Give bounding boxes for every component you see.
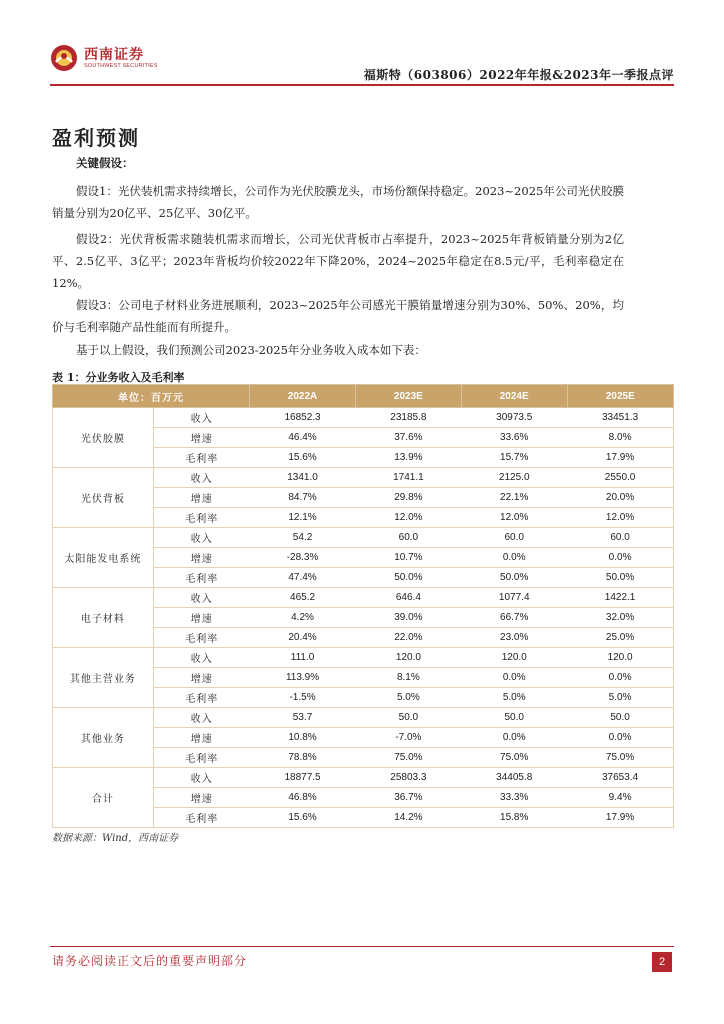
value-cell: 4.2%	[250, 608, 356, 628]
value-cell: 646.4	[355, 588, 461, 608]
value-cell: 9.4%	[567, 788, 673, 808]
value-cell: 53.7	[250, 708, 356, 728]
value-cell: 15.6%	[250, 808, 356, 828]
segment-name-cell: 合计	[53, 768, 154, 828]
metric-name-cell: 增速	[153, 788, 249, 808]
value-cell: 1077.4	[461, 588, 567, 608]
table-row	[53, 648, 674, 668]
value-cell: 1422.1	[567, 588, 673, 608]
value-cell: 15.7%	[461, 448, 567, 468]
report-title: 福斯特（603806）2022年年报&2023年一季报点评	[363, 68, 674, 82]
metric-name-cell: 收入	[153, 408, 249, 428]
metric-name-cell: 增速	[153, 728, 249, 748]
value-cell: 25803.3	[355, 768, 461, 788]
year-header: 2023E	[355, 385, 461, 408]
metric-name-cell: 收入	[153, 528, 249, 548]
logo-english-text: SOUTHWEST SECURITIES	[84, 63, 158, 69]
value-cell: 12.0%	[355, 508, 461, 528]
footer-divider	[50, 946, 674, 947]
metric-name-cell: 收入	[153, 648, 249, 668]
value-cell: 60.0	[355, 528, 461, 548]
value-cell: 15.8%	[461, 808, 567, 828]
value-cell: 16852.3	[250, 408, 356, 428]
page-number: 2	[652, 952, 672, 972]
segment-name-cell: 太阳能发电系统	[53, 528, 154, 588]
value-cell: 1741.1	[355, 468, 461, 488]
value-cell: 25.0%	[567, 628, 673, 648]
forecast-intro-paragraph: 基于以上假设，我们预测公司2023-2025年分业务收入成本如下表：	[76, 343, 426, 357]
value-cell: 84.7%	[250, 488, 356, 508]
value-cell: 22.0%	[355, 628, 461, 648]
key-assumptions-heading: 关键假设：	[76, 156, 134, 170]
data-source-note: 数据来源：Wind，西南证券	[52, 833, 179, 844]
value-cell: 14.2%	[355, 808, 461, 828]
metric-name-cell: 增速	[153, 548, 249, 568]
page-header	[50, 38, 674, 88]
table-row	[53, 528, 674, 548]
value-cell: 5.0%	[355, 688, 461, 708]
logo-chinese-text: 西南证券	[84, 47, 144, 63]
segment-name-cell: 电子材料	[53, 588, 154, 648]
table-row	[53, 768, 674, 788]
value-cell: 78.8%	[250, 748, 356, 768]
value-cell: 37.6%	[355, 428, 461, 448]
value-cell: 10.7%	[355, 548, 461, 568]
value-cell: 36.7%	[355, 788, 461, 808]
year-header: 2024E	[461, 385, 567, 408]
value-cell: 0.0%	[567, 668, 673, 688]
value-cell: 15.6%	[250, 448, 356, 468]
segment-revenue-table	[52, 384, 674, 828]
metric-name-cell: 毛利率	[153, 748, 249, 768]
value-cell: 66.7%	[461, 608, 567, 628]
segment-name-cell: 其他业务	[53, 708, 154, 768]
value-cell: 75.0%	[461, 748, 567, 768]
value-cell: 0.0%	[461, 668, 567, 688]
metric-name-cell: 毛利率	[153, 448, 249, 468]
company-logo	[50, 44, 158, 72]
value-cell: 32.0%	[567, 608, 673, 628]
southwest-securities-logo-icon	[50, 44, 78, 72]
value-cell: 46.8%	[250, 788, 356, 808]
value-cell: -1.5%	[250, 688, 356, 708]
value-cell: 37653.4	[567, 768, 673, 788]
value-cell: 30973.5	[461, 408, 567, 428]
value-cell: 23.0%	[461, 628, 567, 648]
metric-name-cell: 收入	[153, 768, 249, 788]
assumption-paragraph-3: 假设3：公司电子材料业务进展顺利，2023~2025年公司感光干膜销量增速分别为30%、50%、20%，均价与毛利率随产品性能而有所提升。	[52, 298, 624, 334]
metric-name-cell: 毛利率	[153, 688, 249, 708]
value-cell: 0.0%	[461, 728, 567, 748]
value-cell: 0.0%	[567, 548, 673, 568]
value-cell: 33.3%	[461, 788, 567, 808]
value-cell: 8.1%	[355, 668, 461, 688]
value-cell: 50.0%	[461, 568, 567, 588]
value-cell: 39.0%	[355, 608, 461, 628]
value-cell: 465.2	[250, 588, 356, 608]
value-cell: 8.0%	[567, 428, 673, 448]
value-cell: 111.0	[250, 648, 356, 668]
value-cell: 17.9%	[567, 808, 673, 828]
value-cell: 17.9%	[567, 448, 673, 468]
table-row	[53, 408, 674, 428]
value-cell: 47.4%	[250, 568, 356, 588]
value-cell: 50.0	[355, 708, 461, 728]
segment-name-cell: 光伏背板	[53, 468, 154, 528]
table-row	[53, 708, 674, 728]
metric-name-cell: 毛利率	[153, 808, 249, 828]
value-cell: 13.9%	[355, 448, 461, 468]
metric-name-cell: 收入	[153, 708, 249, 728]
value-cell: 0.0%	[461, 548, 567, 568]
metric-name-cell: 收入	[153, 588, 249, 608]
table-title: 表 1：分业务收入及毛利率	[52, 371, 185, 384]
value-cell: 50.0%	[355, 568, 461, 588]
value-cell: 50.0	[567, 708, 673, 728]
value-cell: -28.3%	[250, 548, 356, 568]
value-cell: 23185.8	[355, 408, 461, 428]
value-cell: 120.0	[355, 648, 461, 668]
value-cell: 50.0%	[567, 568, 673, 588]
value-cell: 0.0%	[567, 728, 673, 748]
segment-name-cell: 光伏胶膜	[53, 408, 154, 468]
metric-name-cell: 收入	[153, 468, 249, 488]
value-cell: 5.0%	[461, 688, 567, 708]
value-cell: 60.0	[461, 528, 567, 548]
metric-name-cell: 增速	[153, 488, 249, 508]
value-cell: 2550.0	[567, 468, 673, 488]
value-cell: 75.0%	[567, 748, 673, 768]
section-title: 盈利预测	[52, 126, 140, 150]
value-cell: 20.4%	[250, 628, 356, 648]
value-cell: 34405.8	[461, 768, 567, 788]
value-cell: 12.1%	[250, 508, 356, 528]
value-cell: 22.1%	[461, 488, 567, 508]
table-body	[53, 408, 674, 828]
value-cell: 60.0	[567, 528, 673, 548]
value-cell: 20.0%	[567, 488, 673, 508]
metric-name-cell: 增速	[153, 428, 249, 448]
assumption-paragraph-1: 假设1：光伏装机需求持续增长，公司作为光伏胶膜龙头，市场份额保持稳定。2023~2025年公司光伏胶膜销量分别为20亿平、25亿平、30亿平。	[52, 184, 624, 220]
table-header-row	[53, 385, 674, 408]
value-cell: 113.9%	[250, 668, 356, 688]
value-cell: 46.4%	[250, 428, 356, 448]
value-cell: 12.0%	[567, 508, 673, 528]
metric-name-cell: 毛利率	[153, 628, 249, 648]
metric-name-cell: 毛利率	[153, 508, 249, 528]
value-cell: 33451.3	[567, 408, 673, 428]
footer-disclaimer: 请务必阅读正文后的重要声明部分	[52, 954, 248, 968]
year-header: 2025E	[567, 385, 673, 408]
value-cell: -7.0%	[355, 728, 461, 748]
metric-name-cell: 毛利率	[153, 568, 249, 588]
value-cell: 10.8%	[250, 728, 356, 748]
value-cell: 18877.5	[250, 768, 356, 788]
table-row	[53, 468, 674, 488]
value-cell: 75.0%	[355, 748, 461, 768]
metric-name-cell: 增速	[153, 608, 249, 628]
table-row	[53, 588, 674, 608]
value-cell: 2125.0	[461, 468, 567, 488]
value-cell: 54.2	[250, 528, 356, 548]
value-cell: 50.0	[461, 708, 567, 728]
value-cell: 1341.0	[250, 468, 356, 488]
header-divider	[50, 84, 674, 86]
value-cell: 29.8%	[355, 488, 461, 508]
metric-name-cell: 增速	[153, 668, 249, 688]
value-cell: 120.0	[461, 648, 567, 668]
value-cell: 33.6%	[461, 428, 567, 448]
value-cell: 120.0	[567, 648, 673, 668]
value-cell: 5.0%	[567, 688, 673, 708]
segment-name-cell: 其他主营业务	[53, 648, 154, 708]
unit-header: 单位：百万元	[53, 385, 250, 408]
year-header: 2022A	[250, 385, 356, 408]
value-cell: 12.0%	[461, 508, 567, 528]
assumption-paragraph-2: 假设2：光伏背板需求随装机需求而增长，公司光伏背板市占率提升，2023~2025年背板销量分别为2亿平、2.5亿平、3亿平；2023年背板均价较2022年下降20%，2024~2025年稳定在8.5元/平，毛利率稳定在12%。	[52, 232, 624, 290]
